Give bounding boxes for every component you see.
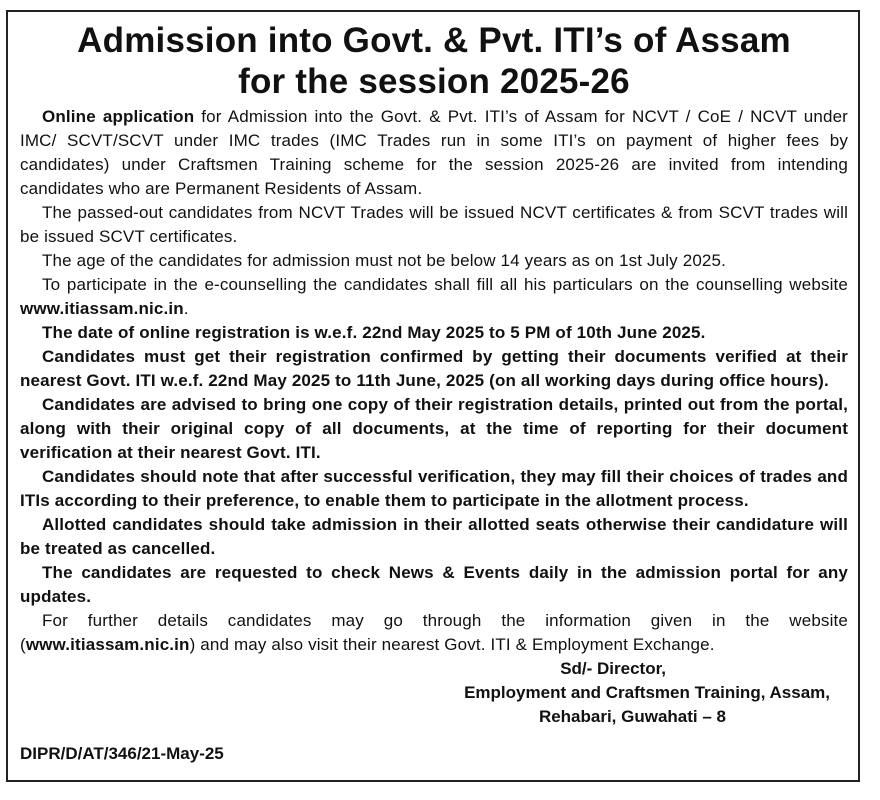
signature-line-3: Rehabari, Guwahati – 8 <box>538 707 726 726</box>
signature-block <box>20 657 848 729</box>
website-link-2[interactable]: www.itiassam.nic.in <box>25 635 190 654</box>
paragraph-registration-dates: The date of online registration is w.e.f. 22nd May 2025 to 5 PM of 10th June 2025. <box>42 323 706 342</box>
paragraph-4-end: . <box>183 299 189 318</box>
signature-line-1: Sd/- Director, <box>560 659 666 678</box>
notice-title <box>20 20 848 102</box>
paragraph-age-limit: The age of the candidates for admission must not be below 14 years as on 1st July 2025. <box>42 251 727 270</box>
website-link[interactable]: www.itiassam.nic.in <box>20 299 184 318</box>
paragraph-online-application <box>20 105 848 201</box>
notice-box <box>6 10 860 782</box>
paragraph-e-counselling <box>20 273 848 321</box>
paragraph-11-rest: ) and may also visit their nearest Govt. ITI & Employment Exchange. <box>189 635 715 654</box>
paragraph-allotted-admission: Allotted candidates should take admission in their allotted seats otherwise their candidature will be treated as cancelled. <box>20 515 848 558</box>
online-application-label: Online application <box>42 107 195 126</box>
paragraph-bring-documents: Candidates are advised to bring one copy of their registration details, printed out from the portal, along with their original copy of all documents, at the time of reporting for their document verification at their nearest Govt. ITI. <box>20 395 848 462</box>
paragraph-document-verification: Candidates must get their registration confirmed by getting their documents verified at their nearest Govt. ITI w.e.f. 22nd May 2025 to 11th June, 2025 (on all working days during office hours). <box>20 347 848 390</box>
title-line-1: Admission into Govt. & Pvt. ITI’s of Assam <box>77 21 791 60</box>
paragraph-4-text: To participate in the e-counselling the candidates shall fill all his particulars on the counselling website <box>42 275 848 294</box>
paragraph-further-details <box>20 609 848 657</box>
paragraph-1-text: for Admission into the Govt. & Pvt. ITI’s of Assam for NCVT / CoE / NCVT under IMC/ SCVT/SCVT under IMC trades (IMC Trades run in some ITI’s on payment of higher fees by candidates) under Craftsmen Training scheme for the session 2025-26 are invited from intending candidates who are Permanent Residents of Assam. <box>20 107 848 198</box>
paragraph-choice-filling: Candidates should note that after successful verification, they may fill their choices of trades and ITIs according to their preference, to enable them to participate in the allotment process. <box>20 467 848 510</box>
paragraph-certificates: The passed-out candidates from NCVT Trades will be issued NCVT certificates & from SCVT trades will be issued SCVT certificates. <box>20 203 848 246</box>
reference-number: DIPR/D/AT/346/21-May-25 <box>20 744 224 763</box>
title-line-2: for the session 2025-26 <box>238 62 630 101</box>
paragraph-news-events: The candidates are requested to check News & Events daily in the admission portal for any updates. <box>20 563 848 606</box>
paragraph-11-text: For further details candidates may go through the information given in the website ( <box>20 611 848 654</box>
signature-line-2: Employment and Craftsmen Training, Assam, <box>464 683 830 702</box>
